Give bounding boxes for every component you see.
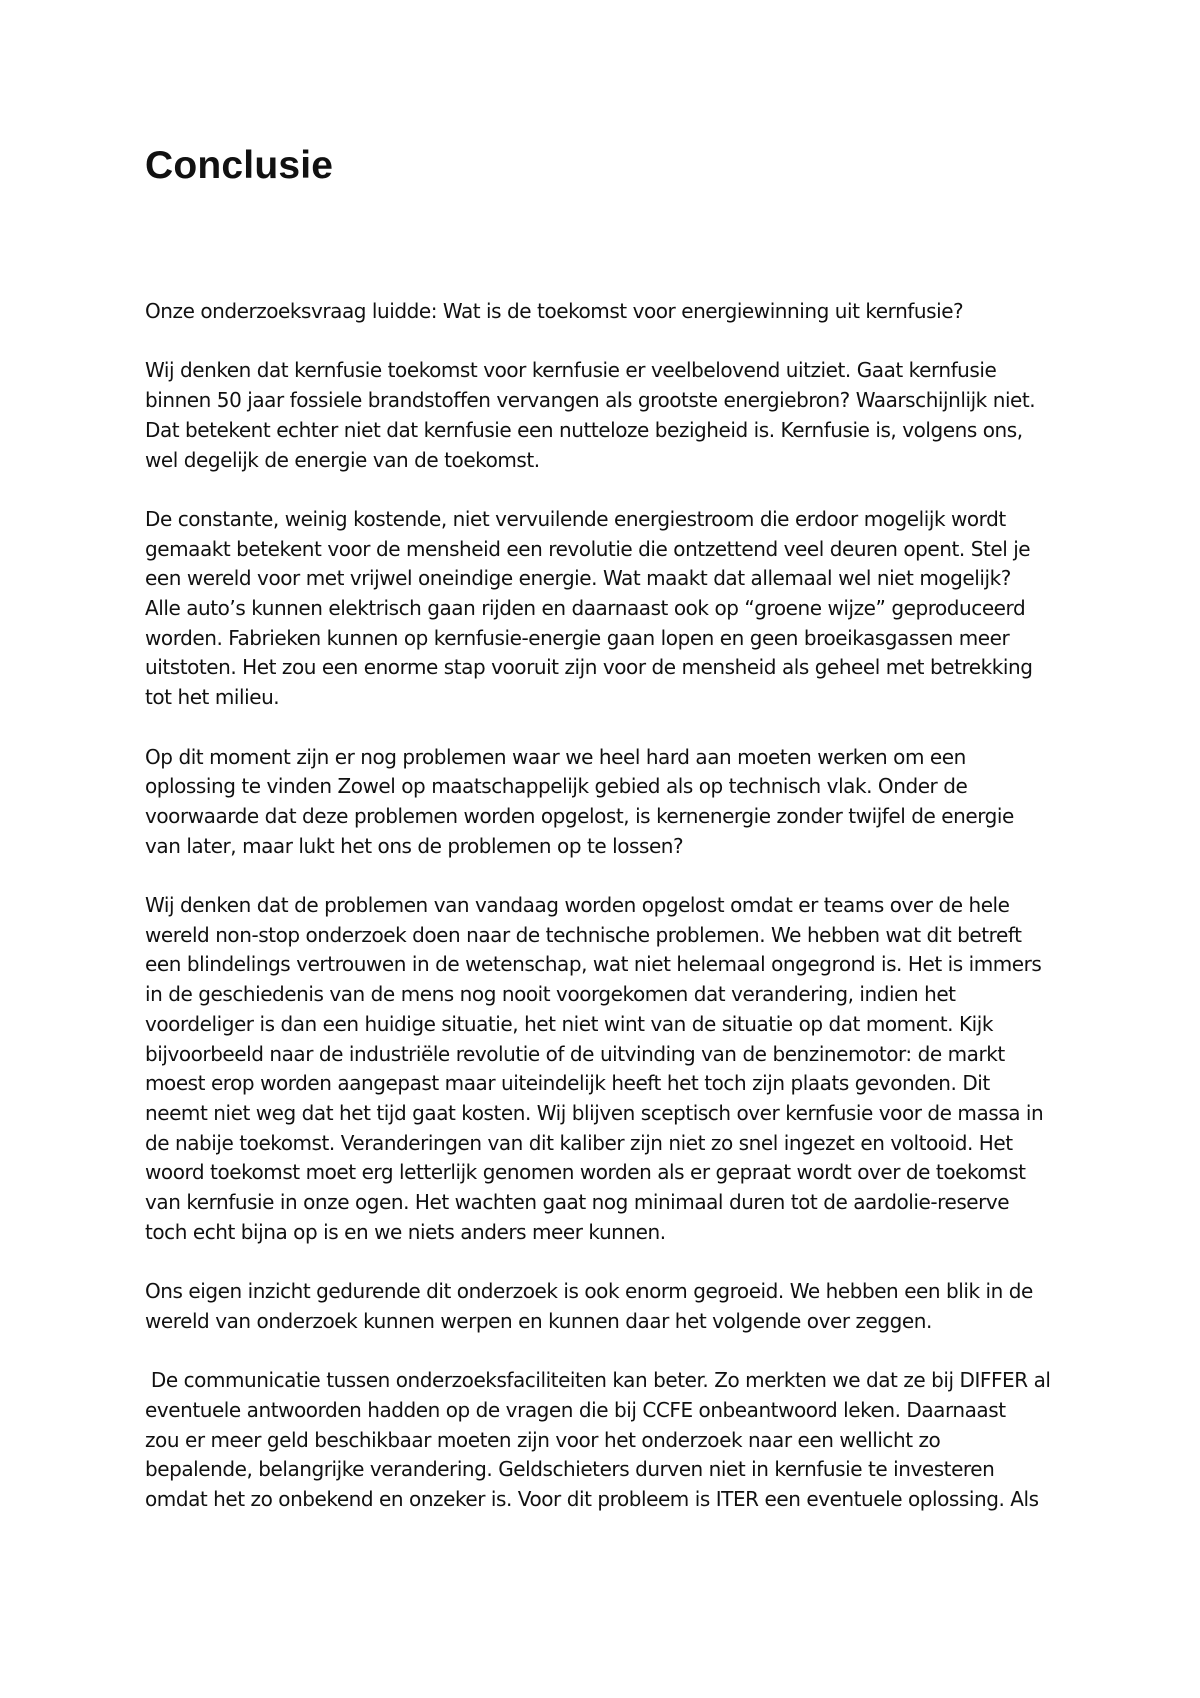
text-line: eventuele antwoorden hadden op de vragen die bij CCFE onbeantwoord leken. Daarnaast (145, 1397, 1006, 1422)
text-line: Onze onderzoeksvraag luidde: Wat is de toekomst voor energiewinning uit kernfusie? (145, 299, 964, 323)
paragraph-research-question (145, 297, 1095, 327)
text-line: bepalende, belangrijke verandering. Geldschieters durven niet in kernfusie te investeren (145, 1457, 995, 1482)
text-line: moest erop worden aangepast maar uiteindelijk heeft het toch zijn plaats gevonden. Dit (145, 1071, 990, 1096)
text-line: oplossing te vinden Zowel op maatschappelijk gebied als op technisch vlak. Onder de (145, 774, 968, 799)
text-line: binnen 50 jaar fossiele brandstoffen vervangen als grootste energiebron? Waarschijnlijk niet. (145, 388, 1036, 413)
text-line: neemt niet weg dat het tijd gaat kosten. Wij blijven sceptisch over kernfusie voor de massa in (145, 1100, 1044, 1125)
text-line: in de geschiedenis van de mens nog nooit voorgekomen dat verandering, indien het (145, 982, 956, 1007)
text-line: toch echt bijna op is en we niets anders meer kunnen. (145, 1219, 666, 1244)
text-line: zou er meer geld beschikbaar moeten zijn voor het onderzoek naar een wellicht zo (145, 1427, 941, 1452)
text-line: een wereld voor met vrijwel oneindige energie. Wat maakt dat allemaal wel niet mogelijk? (145, 566, 1011, 591)
document-body (145, 297, 1095, 1544)
text-line: Op dit moment zijn er nog problemen waar we heel hard aan moeten werken om een (145, 744, 966, 769)
text-line: de nabije toekomst. Veranderingen van dit kaliber zijn niet zo snel ingezet en voltooid. Het (145, 1130, 1013, 1155)
text-line: tot het milieu. (145, 685, 280, 710)
paragraph-problems (145, 743, 1095, 862)
text-line: van kernfusie in onze ogen. Het wachten gaat nog minimaal duren tot de aardolie-reserve (145, 1190, 1010, 1215)
text-line: bijvoorbeeld naar de industriële revolutie of de uitvinding van de benzinemotor: de markt (145, 1041, 1005, 1066)
paragraph-future-view (145, 891, 1095, 1247)
text-line: een blindelings vertrouwen in de wetenschap, wat niet helemaal ongegrond is. Het is immers (145, 952, 1042, 977)
paragraph-own-insight (145, 1277, 1095, 1336)
text-line: wereld van onderzoek kunnen werpen en kunnen daar het volgende over zeggen. (145, 1308, 932, 1333)
text-line: omdat het zo onbekend en onzeker is. Voor dit probleem is ITER een eventuele oplossing. Als (145, 1487, 1039, 1512)
text-line: gemaakt betekent voor de mensheid een revolutie die ontzettend veel deuren opent. Stel je (145, 536, 1031, 561)
text-line: wereld non-stop onderzoek doen naar de technische problemen. We hebben wat dit betreft (145, 922, 1022, 947)
text-line: van later, maar lukt het ons de problemen op te lossen? (145, 833, 684, 858)
text-line: De constante, weinig kostende, niet vervuilende energiestroom die erdoor mogelijk wordt (145, 506, 1006, 531)
text-line: Dat betekent echter niet dat kernfusie een nutteloze bezigheid is. Kernfusie is, volgens ons, (145, 417, 1023, 442)
text-line: Ons eigen inzicht gedurende dit onderzoek is ook enorm gegroeid. We hebben een blik in de (145, 1279, 1033, 1304)
text-line: De communicatie tussen onderzoeksfaciliteiten kan beter. Zo merkten we dat ze bij DIFFER al (145, 1368, 1051, 1393)
text-line: Wij denken dat kernfusie toekomst voor kernfusie er veelbelovend uitziet. Gaat kernfusie (145, 358, 997, 383)
text-line: voorwaarde dat deze problemen worden opgelost, is kernenergie zonder twijfel de energie (145, 803, 1014, 828)
text-line: wel degelijk de energie van de toekomst. (145, 447, 540, 472)
paragraph-communication (145, 1366, 1095, 1515)
text-line: Alle auto’s kunnen elektrisch gaan rijden en daarnaast ook op “groene wijze” geproduceerd (145, 596, 1026, 620)
paragraph-energy-revolution (145, 505, 1095, 713)
text-line: uitstoten. Het zou een enorme stap vooruit zijn voor de mensheid als geheel met betrekking (145, 655, 1033, 680)
page-title: Conclusie (145, 144, 334, 187)
paragraph-outlook (145, 356, 1095, 475)
text-line: worden. Fabrieken kunnen op kernfusie-energie gaan lopen en geen broeikasgassen meer (145, 625, 1010, 650)
text-line: Wij denken dat de problemen van vandaag worden opgelost omdat er teams over de hele (145, 893, 1010, 917)
text-line: voordeliger is dan een huidige situatie, het niet wint van de situatie op dat moment. Kijk (145, 1011, 994, 1036)
text-line: woord toekomst moet erg letterlijk genomen worden als er gepraat wordt over de toekomst (145, 1160, 1026, 1185)
